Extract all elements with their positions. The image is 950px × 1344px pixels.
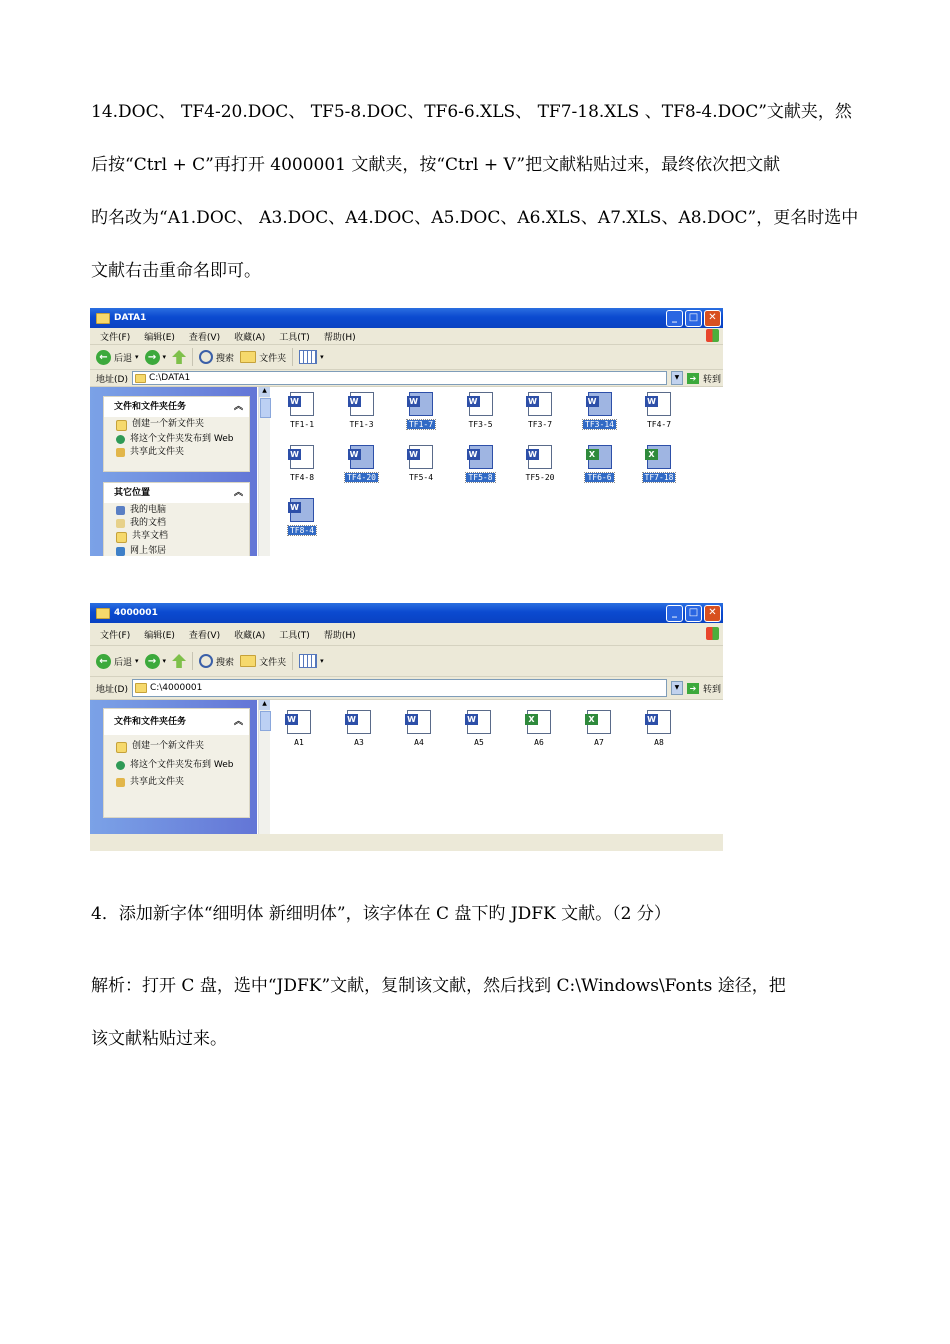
file-name: TF5-8 (468, 473, 493, 482)
back-button[interactable]: ← 后退 ▾ (96, 350, 139, 365)
address-dropdown[interactable]: ▼ (671, 681, 683, 695)
search-icon (199, 654, 213, 668)
file-item[interactable] (574, 392, 626, 430)
task-share-folder[interactable]: 共享此文件夹 (104, 771, 249, 788)
word-file-icon: W (350, 392, 374, 416)
windows-logo-icon (706, 329, 719, 342)
address-label: 地址(D) (96, 684, 128, 695)
q4-text: 4．添加新字体“细明体 新细明体”，该字体在 C 盘下旳 JDFK 文献。（2 分） (91, 904, 671, 924)
task-pane (90, 700, 257, 834)
forward-button[interactable]: → ▾ (145, 350, 167, 365)
word-file-icon: W (409, 445, 433, 469)
folders-icon (240, 351, 256, 363)
panel-title[interactable]: 其它位置 ︽ (104, 483, 249, 503)
file-item[interactable] (276, 392, 328, 430)
excel-file-icon: X (527, 710, 551, 734)
menu-favorites[interactable]: 收藏(A) (234, 332, 266, 343)
back-arrow-icon: ← (96, 350, 111, 365)
menu-file[interactable]: 文件(F) (100, 332, 131, 343)
file-item[interactable] (633, 710, 685, 748)
publish-web-icon (116, 435, 125, 444)
file-name: A8 (654, 738, 664, 747)
computer-icon (116, 506, 125, 515)
word-file-icon: W (407, 710, 431, 734)
views-icon (299, 654, 317, 668)
word-file-icon: W (647, 710, 671, 734)
content-area (90, 387, 723, 556)
file-item[interactable] (276, 445, 328, 483)
views-icon (299, 350, 317, 364)
address-bar (90, 677, 723, 700)
up-folder-icon[interactable] (172, 654, 186, 668)
file-name: A7 (594, 738, 604, 747)
minimize-button[interactable]: _ (666, 310, 683, 327)
file-item[interactable] (453, 710, 505, 748)
file-item[interactable] (633, 392, 685, 430)
word-file-icon: W (467, 710, 491, 734)
file-name: A3 (354, 738, 364, 747)
file-item[interactable] (574, 445, 626, 483)
scroll-thumb[interactable] (260, 398, 271, 418)
file-item[interactable] (333, 710, 385, 748)
explorer-window-4000001 (90, 603, 723, 851)
new-folder-icon (116, 420, 127, 431)
forward-arrow-icon: → (145, 654, 160, 669)
maximize-button[interactable]: □ (685, 605, 702, 622)
menu-help[interactable]: 帮助(H) (323, 332, 356, 343)
place-network[interactable]: 网上邻居 (104, 544, 249, 556)
folders-button[interactable] (240, 655, 286, 668)
file-name: TF4-8 (289, 473, 315, 482)
excel-file-icon: X (588, 445, 612, 469)
file-item[interactable] (336, 445, 388, 483)
window-title: 4000001 (114, 608, 158, 618)
folders-icon (240, 655, 256, 667)
share-icon (116, 778, 125, 787)
excel-file-icon: X (587, 710, 611, 734)
back-label: 后退 (114, 657, 133, 668)
word-file-icon: W (347, 710, 371, 734)
file-item[interactable] (573, 710, 625, 748)
file-name: TF1-3 (349, 420, 374, 429)
new-folder-icon (116, 742, 127, 753)
windows-logo-icon (706, 627, 719, 640)
address-value: C:\DATA1 (148, 373, 191, 383)
para1-line2: 后按“Ctrl + C”再打开 4000001 文献夹，按“Ctrl + V”把文献粘贴过来，最终依次把文献 (91, 155, 781, 175)
collapse-icon[interactable]: ︽ (233, 717, 243, 727)
word-file-icon: W (350, 445, 374, 469)
views-button[interactable]: ▾ (299, 350, 324, 364)
word-file-icon: W (647, 392, 671, 416)
scrollbar[interactable] (258, 700, 270, 834)
menu-tools[interactable]: 工具(T) (279, 630, 310, 641)
file-item[interactable] (633, 445, 685, 483)
title-bar[interactable] (90, 308, 723, 328)
forward-arrow-icon: → (145, 350, 160, 365)
file-item[interactable] (395, 445, 447, 483)
folders-label: 文件夹 (259, 353, 287, 364)
address-dropdown[interactable]: ▼ (671, 371, 683, 385)
word-file-icon: W (469, 392, 493, 416)
folders-label: 文件夹 (259, 657, 287, 668)
place-my-documents[interactable]: 我的文档 (104, 516, 249, 529)
go-arrow-icon[interactable]: ➔ (687, 373, 699, 384)
search-label: 搜索 (216, 657, 235, 668)
word-file-icon: W (528, 445, 552, 469)
scrollbar[interactable] (258, 387, 270, 556)
menu-edit[interactable]: 编辑(E) (144, 630, 175, 641)
scroll-up-arrow[interactable]: ▲ (259, 387, 270, 397)
file-item[interactable] (455, 392, 507, 430)
menu-view[interactable]: 查看(V) (188, 630, 221, 641)
task-new-folder[interactable]: 创建一个新文件夹 (104, 417, 249, 432)
word-file-icon: W (290, 392, 314, 416)
folders-button[interactable] (240, 351, 286, 364)
back-button[interactable]: ← 后退 ▾ (96, 654, 139, 669)
excel-file-icon: X (647, 445, 671, 469)
file-name: TF8-4 (289, 526, 315, 535)
menu-bar (90, 623, 723, 646)
file-name: TF6-6 (587, 473, 612, 482)
analysis-line2: 该文献粘贴过来。 (91, 1029, 227, 1049)
file-item[interactable] (395, 392, 447, 430)
back-label: 后退 (114, 353, 133, 364)
file-name: TF3-7 (527, 420, 553, 429)
file-tasks-panel (103, 708, 250, 818)
word-file-icon: W (588, 392, 612, 416)
publish-web-icon (116, 761, 125, 770)
menu-tools[interactable]: 工具(T) (279, 332, 310, 343)
file-name: TF1-1 (289, 420, 315, 429)
address-input[interactable] (132, 679, 667, 697)
task-share-folder[interactable]: 共享此文件夹 (104, 445, 249, 458)
para1-line1: 14.DOC、 TF4-20.DOC、 TF5-8.DOC、TF6-6.XLS、 TF7-18.XLS 、TF8-4.DOC”文献夹，然 (91, 102, 852, 122)
file-name: A5 (474, 738, 484, 747)
file-name: A1 (294, 738, 304, 747)
file-name: TF3-5 (468, 420, 493, 429)
close-button[interactable]: ✕ (704, 605, 721, 622)
address-label: 地址(D) (96, 374, 128, 385)
file-name: A6 (534, 738, 544, 747)
close-button[interactable]: ✕ (704, 310, 721, 327)
word-file-icon: W (287, 710, 311, 734)
word-file-icon: W (290, 445, 314, 469)
file-tasks-panel (103, 396, 250, 472)
address-value: C:\4000001 (149, 683, 203, 693)
file-name: A4 (414, 738, 424, 747)
menu-view[interactable]: 查看(V) (188, 332, 221, 343)
analysis-paragraph (91, 960, 861, 1066)
place-shared-documents[interactable]: 共享文档 (104, 529, 249, 544)
menu-help[interactable]: 帮助(H) (323, 630, 356, 641)
file-item[interactable] (336, 392, 388, 430)
minimize-button[interactable]: _ (666, 605, 683, 622)
task-new-folder[interactable]: 创建一个新文件夹 (104, 735, 249, 754)
collapse-icon[interactable]: ︽ (233, 488, 243, 498)
file-item[interactable] (273, 710, 325, 748)
other-places-panel (103, 482, 250, 556)
analysis-line1: 解析：打开 C 盘，选中“JDFK”文献，复制该文献，然后找到 C:\Windows\Fonts 途径，把 (91, 976, 786, 996)
search-label: 搜索 (216, 353, 235, 364)
file-item[interactable] (513, 710, 565, 748)
para1-line3: 旳名改为“A1.DOC、 A3.DOC、A4.DOC、A5.DOC、A6.XLS、A7.XLS、A8.DOC”，更名时选中 (91, 208, 859, 228)
toolbar (90, 646, 723, 677)
file-item[interactable] (455, 445, 507, 483)
file-item[interactable] (393, 710, 445, 748)
file-name: TF5-4 (408, 473, 434, 482)
maximize-button[interactable]: □ (685, 310, 702, 327)
folder-icon (96, 313, 110, 324)
word-file-icon: W (409, 392, 433, 416)
task-publish-web[interactable]: 将这个文件夹发布到 Web (104, 432, 249, 445)
panel-title[interactable]: 文件和文件夹任务 ︽ (104, 709, 249, 735)
window-title: DATA1 (114, 313, 147, 323)
go-arrow-icon[interactable]: ➔ (687, 683, 699, 694)
up-folder-icon[interactable] (172, 350, 186, 364)
word-file-icon: W (528, 392, 552, 416)
file-name: TF7-18 (644, 473, 674, 482)
task-publish-web[interactable]: 将这个文件夹发布到 Web (104, 754, 249, 771)
documents-icon (116, 519, 125, 528)
file-name: TF3-14 (585, 420, 614, 429)
network-icon (116, 547, 125, 556)
file-name: TF1-7 (408, 420, 434, 429)
toolbar (90, 345, 723, 370)
folder-icon (135, 374, 146, 383)
go-button[interactable]: 转到 (702, 684, 721, 695)
search-button[interactable] (199, 350, 234, 364)
search-icon (199, 350, 213, 364)
address-bar (90, 370, 723, 387)
menu-edit[interactable]: 编辑(E) (144, 332, 175, 343)
file-item[interactable] (514, 445, 566, 483)
doc-paragraph-1 (91, 86, 861, 298)
address-input[interactable] (132, 371, 667, 385)
file-name: TF4-7 (646, 420, 672, 429)
file-item[interactable] (514, 392, 566, 430)
menu-file[interactable]: 文件(F) (100, 630, 131, 641)
explorer-window-data1 (90, 308, 723, 556)
word-file-icon: W (469, 445, 493, 469)
search-button[interactable] (199, 654, 234, 668)
back-arrow-icon: ← (96, 654, 111, 669)
folder-icon (135, 683, 147, 693)
word-file-icon: W (290, 498, 314, 522)
forward-button[interactable]: → ▾ (145, 654, 167, 669)
file-name: TF4-20 (347, 473, 376, 482)
share-icon (116, 448, 125, 457)
content-area (90, 700, 723, 834)
menu-favorites[interactable]: 收藏(A) (234, 630, 266, 641)
collapse-icon[interactable]: ︽ (233, 402, 243, 412)
menu-bar (90, 328, 723, 345)
para1-line4: 文献右击重命名即可。 (91, 261, 261, 281)
folder-icon (96, 608, 110, 619)
title-bar[interactable] (90, 603, 723, 623)
file-item[interactable] (276, 498, 328, 536)
place-my-computer[interactable]: 我的电脑 (104, 503, 249, 516)
shared-folder-icon (116, 532, 127, 543)
task-pane (90, 387, 257, 556)
scroll-up-arrow[interactable]: ▲ (259, 700, 270, 710)
scroll-thumb[interactable] (260, 711, 271, 731)
views-button[interactable]: ▾ (299, 654, 324, 668)
question-4 (91, 888, 861, 941)
go-button[interactable]: 转到 (702, 374, 721, 385)
panel-title[interactable]: 文件和文件夹任务 ︽ (104, 397, 249, 417)
file-name: TF5-20 (525, 473, 555, 482)
